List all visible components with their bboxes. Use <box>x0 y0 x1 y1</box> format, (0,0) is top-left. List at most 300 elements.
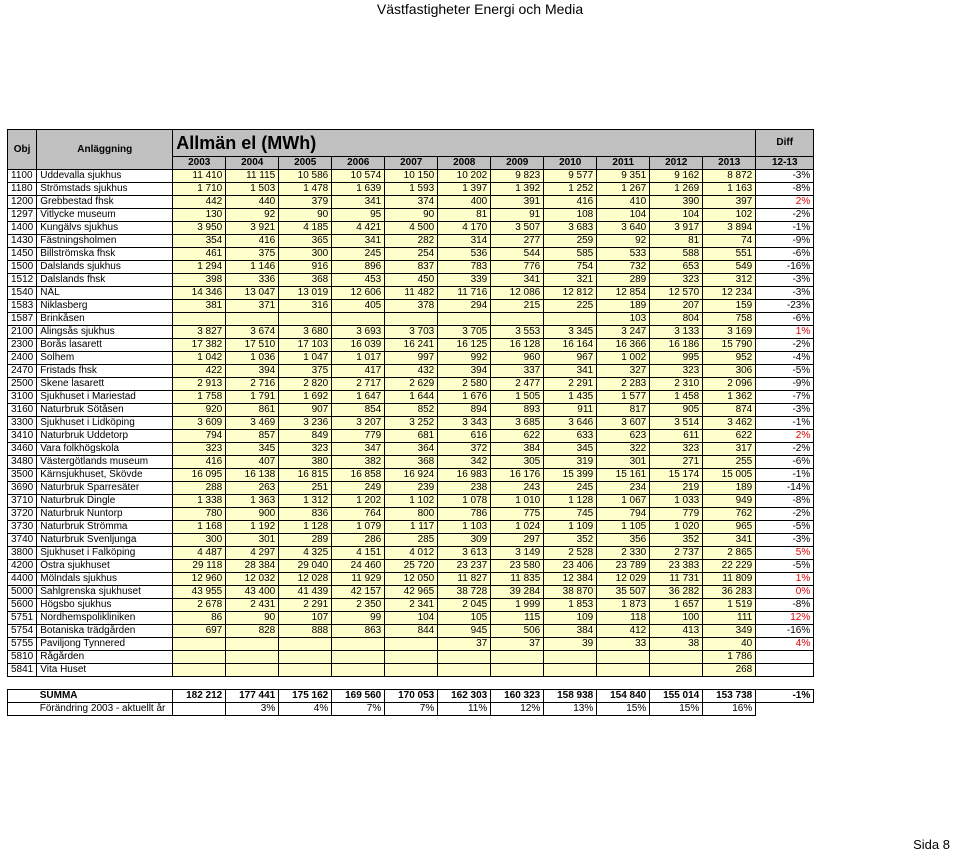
row-diff: -6% <box>756 456 814 469</box>
row-value: 254 <box>385 248 438 261</box>
row-value: 2 045 <box>438 599 491 612</box>
row-obj: 2300 <box>8 339 37 352</box>
row-value: 11 482 <box>385 287 438 300</box>
row-value: 417 <box>332 365 385 378</box>
row-obj: 2400 <box>8 352 37 365</box>
row-value: 12 812 <box>544 287 597 300</box>
row-obj: 3740 <box>8 534 37 547</box>
change-value: 13% <box>544 703 597 716</box>
row-value <box>226 651 279 664</box>
row-obj: 1430 <box>8 235 37 248</box>
summa-value: 162 303 <box>438 690 491 703</box>
row-value: 15 399 <box>544 469 597 482</box>
table-row <box>8 625 814 638</box>
row-value: 3 553 <box>491 326 544 339</box>
row-value: 3 507 <box>491 222 544 235</box>
row-value: 23 406 <box>544 560 597 573</box>
row-value: 15 790 <box>703 339 756 352</box>
summa-value: 160 323 <box>491 690 544 703</box>
row-diff: 12% <box>756 612 814 625</box>
change-value: 7% <box>332 703 385 716</box>
row-value: 16 815 <box>279 469 332 482</box>
row-diff: 2% <box>756 196 814 209</box>
row-value: 960 <box>491 352 544 365</box>
row-diff: -6% <box>756 248 814 261</box>
row-obj: 4400 <box>8 573 37 586</box>
row-value: 12 570 <box>650 287 703 300</box>
year-header: 2010 <box>544 157 597 170</box>
row-name: Vita Huset <box>37 664 173 677</box>
row-obj: 1500 <box>8 261 37 274</box>
row-name: Kungälvs sjukhus <box>37 222 173 235</box>
year-header: 2007 <box>385 157 438 170</box>
table-row <box>8 248 814 261</box>
row-value <box>438 313 491 326</box>
row-value: 3 894 <box>703 222 756 235</box>
row-name: Kärnsjukhuset, Skövde <box>37 469 173 482</box>
summa-label: SUMMA <box>37 690 173 703</box>
row-value: 416 <box>226 235 279 248</box>
row-value: 2 330 <box>597 547 650 560</box>
row-value: 35 507 <box>597 586 650 599</box>
row-name: Paviljong Tynnered <box>37 638 173 651</box>
year-header: 2011 <box>597 157 650 170</box>
row-diff: -16% <box>756 625 814 638</box>
row-value: 3 646 <box>544 417 597 430</box>
diff-period: 12-13 <box>756 157 814 170</box>
row-value: 354 <box>173 235 226 248</box>
row-value: 323 <box>173 443 226 456</box>
change-value: 4% <box>279 703 332 716</box>
row-value: 108 <box>544 209 597 222</box>
row-value: 17 103 <box>279 339 332 352</box>
row-value <box>438 664 491 677</box>
summa-value: 169 560 <box>332 690 385 703</box>
table-row <box>8 287 814 300</box>
row-value: 588 <box>650 248 703 261</box>
row-value: 585 <box>544 248 597 261</box>
row-value <box>332 313 385 326</box>
row-value: 422 <box>173 365 226 378</box>
row-value: 1 639 <box>332 183 385 196</box>
row-obj: 1540 <box>8 287 37 300</box>
row-name: Nordhemspolikliniken <box>37 612 173 625</box>
row-value: 95 <box>332 209 385 222</box>
summa-value: 177 441 <box>226 690 279 703</box>
row-value: 1 593 <box>385 183 438 196</box>
row-value <box>173 638 226 651</box>
row-obj: 2100 <box>8 326 37 339</box>
row-value: 368 <box>385 456 438 469</box>
table-row <box>8 170 814 183</box>
row-diff: -3% <box>756 534 814 547</box>
row-name: Borås lasarett <box>37 339 173 352</box>
table-row <box>8 391 814 404</box>
row-value: 1 252 <box>544 183 597 196</box>
row-value: 309 <box>438 534 491 547</box>
table-row <box>8 534 814 547</box>
row-diff: -7% <box>756 391 814 404</box>
row-value <box>226 313 279 326</box>
change-value: 15% <box>597 703 650 716</box>
row-value <box>279 638 332 651</box>
row-value: 349 <box>703 625 756 638</box>
row-value: 804 <box>650 313 703 326</box>
row-value: 794 <box>597 508 650 521</box>
row-diff: -14% <box>756 482 814 495</box>
row-value: 3 693 <box>332 326 385 339</box>
row-value: 2 350 <box>332 599 385 612</box>
year-header: 2008 <box>438 157 491 170</box>
row-value <box>650 664 703 677</box>
row-value: 2 865 <box>703 547 756 560</box>
row-value: 2 310 <box>650 378 703 391</box>
col-diff-header: Diff <box>756 130 814 157</box>
row-name: Naturbruk Sötåsen <box>37 404 173 417</box>
row-value: 1 168 <box>173 521 226 534</box>
row-value: 544 <box>491 248 544 261</box>
row-obj: 2470 <box>8 365 37 378</box>
year-header: 2006 <box>332 157 385 170</box>
row-obj: 3460 <box>8 443 37 456</box>
row-value: 1 397 <box>438 183 491 196</box>
row-name: Dalslands fhsk <box>37 274 173 287</box>
row-value: 758 <box>703 313 756 326</box>
row-value: 238 <box>438 482 491 495</box>
row-value: 16 186 <box>650 339 703 352</box>
row-diff: 5% <box>756 547 814 560</box>
row-value: 786 <box>438 508 491 521</box>
row-value: 159 <box>703 300 756 313</box>
summa-value: 153 738 <box>703 690 756 703</box>
row-value: 118 <box>597 612 650 625</box>
row-value: 90 <box>226 612 279 625</box>
row-value: 271 <box>650 456 703 469</box>
change-value: 15% <box>650 703 703 716</box>
row-value: 28 384 <box>226 560 279 573</box>
row-value: 900 <box>226 508 279 521</box>
row-diff: 0% <box>756 586 814 599</box>
table-header-row <box>8 130 814 157</box>
table-row <box>8 651 814 664</box>
row-value: 375 <box>279 365 332 378</box>
row-value: 305 <box>491 456 544 469</box>
row-value: 345 <box>226 443 279 456</box>
row-name: Dalslands sjukhus <box>37 261 173 274</box>
row-value: 25 720 <box>385 560 438 573</box>
row-value: 2 737 <box>650 547 703 560</box>
row-value: 965 <box>703 521 756 534</box>
row-value: 111 <box>703 612 756 625</box>
row-value: 3 609 <box>173 417 226 430</box>
row-value: 3 917 <box>650 222 703 235</box>
row-value: 407 <box>226 456 279 469</box>
row-value: 100 <box>650 612 703 625</box>
row-value: 1 067 <box>597 495 650 508</box>
row-value: 837 <box>385 261 438 274</box>
col-name-header: Anläggning <box>37 130 173 170</box>
row-value: 10 150 <box>385 170 438 183</box>
row-value: 1 758 <box>173 391 226 404</box>
row-value: 453 <box>332 274 385 287</box>
row-value: 4 421 <box>332 222 385 235</box>
row-value: 16 125 <box>438 339 491 352</box>
row-value: 1 109 <box>544 521 597 534</box>
row-value: 1 692 <box>279 391 332 404</box>
row-value: 285 <box>385 534 438 547</box>
table-row <box>8 482 814 495</box>
row-value: 916 <box>279 261 332 274</box>
row-value: 109 <box>544 612 597 625</box>
summa-value: 155 014 <box>650 690 703 703</box>
table-row <box>8 300 814 313</box>
row-value: 374 <box>385 196 438 209</box>
year-header: 2009 <box>491 157 544 170</box>
row-value: 16 924 <box>385 469 438 482</box>
row-value: 1 010 <box>491 495 544 508</box>
row-value: 37 <box>491 638 544 651</box>
row-name: Rågården <box>37 651 173 664</box>
row-value: 3 685 <box>491 417 544 430</box>
row-value: 9 162 <box>650 170 703 183</box>
row-value <box>385 638 438 651</box>
row-value: 4 500 <box>385 222 438 235</box>
row-value: 1 435 <box>544 391 597 404</box>
row-name: Botaniska trädgården <box>37 625 173 638</box>
row-value: 780 <box>173 508 226 521</box>
table-row <box>8 274 814 287</box>
row-value: 225 <box>544 300 597 313</box>
row-value: 616 <box>438 430 491 443</box>
row-value: 297 <box>491 534 544 547</box>
row-obj: 1512 <box>8 274 37 287</box>
row-value <box>173 664 226 677</box>
row-value: 3 252 <box>385 417 438 430</box>
row-value: 277 <box>491 235 544 248</box>
row-value: 40 <box>703 638 756 651</box>
row-value: 317 <box>703 443 756 456</box>
row-obj: 5600 <box>8 599 37 612</box>
row-value: 844 <box>385 625 438 638</box>
row-value: 1 036 <box>226 352 279 365</box>
row-value: 894 <box>438 404 491 417</box>
row-value: 16 138 <box>226 469 279 482</box>
summa-value: 182 212 <box>173 690 226 703</box>
row-diff: 1% <box>756 326 814 339</box>
row-value: 1 362 <box>703 391 756 404</box>
row-value: 90 <box>385 209 438 222</box>
row-value: 952 <box>703 352 756 365</box>
change-row <box>8 703 814 716</box>
row-value: 323 <box>650 274 703 287</box>
row-value: 1 577 <box>597 391 650 404</box>
row-value: 762 <box>703 508 756 521</box>
row-value: 11 115 <box>226 170 279 183</box>
row-value: 2 820 <box>279 378 332 391</box>
row-value: 783 <box>438 261 491 274</box>
row-value: 551 <box>703 248 756 261</box>
row-name: Strömstads sjukhus <box>37 183 173 196</box>
energy-table <box>7 129 814 716</box>
row-value: 42 157 <box>332 586 385 599</box>
table-row <box>8 586 814 599</box>
table-row <box>8 495 814 508</box>
row-value: 1 103 <box>438 521 491 534</box>
summa-value: 154 840 <box>597 690 650 703</box>
row-value: 1 503 <box>226 183 279 196</box>
row-value: 1 519 <box>703 599 756 612</box>
table-row <box>8 404 814 417</box>
row-value <box>332 651 385 664</box>
row-value: 43 955 <box>173 586 226 599</box>
row-value <box>332 664 385 677</box>
row-value: 12 086 <box>491 287 544 300</box>
row-value: 410 <box>597 196 650 209</box>
row-value: 405 <box>332 300 385 313</box>
row-value <box>279 664 332 677</box>
row-value: 23 237 <box>438 560 491 573</box>
row-name: Uddevalla sjukhus <box>37 170 173 183</box>
row-value: 3 462 <box>703 417 756 430</box>
row-diff: -8% <box>756 495 814 508</box>
row-name: Brinkåsen <box>37 313 173 326</box>
row-value: 245 <box>544 482 597 495</box>
row-value: 16 983 <box>438 469 491 482</box>
row-value <box>597 651 650 664</box>
row-value: 189 <box>703 482 756 495</box>
row-diff: -3% <box>756 404 814 417</box>
row-value: 3 514 <box>650 417 703 430</box>
row-value: 92 <box>597 235 650 248</box>
row-value: 1 644 <box>385 391 438 404</box>
row-name: Fristads fhsk <box>37 365 173 378</box>
row-diff: -1% <box>756 222 814 235</box>
row-value: 104 <box>650 209 703 222</box>
row-value: 10 202 <box>438 170 491 183</box>
row-name: Naturbruk Strömma <box>37 521 173 534</box>
row-obj: 1200 <box>8 196 37 209</box>
row-value: 341 <box>332 235 385 248</box>
row-value: 282 <box>385 235 438 248</box>
row-value: 323 <box>650 443 703 456</box>
row-value: 90 <box>279 209 332 222</box>
row-value: 732 <box>597 261 650 274</box>
row-value: 4 297 <box>226 547 279 560</box>
row-value <box>544 651 597 664</box>
row-name: Alingsås sjukhus <box>37 326 173 339</box>
row-value: 12 854 <box>597 287 650 300</box>
row-value: 29 040 <box>279 560 332 573</box>
row-value: 3 247 <box>597 326 650 339</box>
row-value: 12 028 <box>279 573 332 586</box>
row-value <box>544 664 597 677</box>
row-value: 775 <box>491 508 544 521</box>
row-value: 9 351 <box>597 170 650 183</box>
row-value: 3 613 <box>438 547 491 560</box>
row-value: 1 294 <box>173 261 226 274</box>
row-value: 38 728 <box>438 586 491 599</box>
row-value: 234 <box>597 482 650 495</box>
row-name: Sjukhuset i Falköping <box>37 547 173 560</box>
row-value: 3 169 <box>703 326 756 339</box>
row-value: 306 <box>703 365 756 378</box>
row-value: 12 384 <box>544 573 597 586</box>
row-value: 3 607 <box>597 417 650 430</box>
row-value: 103 <box>597 313 650 326</box>
row-value: 322 <box>597 443 650 456</box>
row-value: 995 <box>650 352 703 365</box>
row-value: 653 <box>650 261 703 274</box>
row-value: 2 913 <box>173 378 226 391</box>
row-value: 3 680 <box>279 326 332 339</box>
table-row <box>8 547 814 560</box>
page-number: Sida 8 <box>913 837 950 852</box>
table-row <box>8 339 814 352</box>
row-value: 949 <box>703 495 756 508</box>
year-header: 2012 <box>650 157 703 170</box>
row-value: 2 629 <box>385 378 438 391</box>
spacer-row <box>8 677 814 690</box>
row-value <box>279 313 332 326</box>
row-obj: 3160 <box>8 404 37 417</box>
row-value: 533 <box>597 248 650 261</box>
row-value: 268 <box>703 664 756 677</box>
row-value: 12 960 <box>173 573 226 586</box>
row-value: 442 <box>173 196 226 209</box>
row-name: Högsbo sjukhus <box>37 599 173 612</box>
row-value: 91 <box>491 209 544 222</box>
row-diff: -2% <box>756 209 814 222</box>
row-diff: -3% <box>756 170 814 183</box>
row-obj: 1100 <box>8 170 37 183</box>
change-value: 12% <box>491 703 544 716</box>
row-value: 11 809 <box>703 573 756 586</box>
row-value: 861 <box>226 404 279 417</box>
row-name: Naturbruk Sparresäter <box>37 482 173 495</box>
row-obj: 3690 <box>8 482 37 495</box>
row-value: 3 827 <box>173 326 226 339</box>
row-value: 104 <box>385 612 438 625</box>
row-obj: 4200 <box>8 560 37 573</box>
row-value: 911 <box>544 404 597 417</box>
row-value: 16 128 <box>491 339 544 352</box>
row-name: Västergötlands museum <box>37 456 173 469</box>
row-value: 2 341 <box>385 599 438 612</box>
row-value: 321 <box>544 274 597 287</box>
row-value: 817 <box>597 404 650 417</box>
row-value: 38 870 <box>544 586 597 599</box>
row-name: Niklasberg <box>37 300 173 313</box>
row-value: 107 <box>279 612 332 625</box>
row-obj: 1583 <box>8 300 37 313</box>
row-value: 1 392 <box>491 183 544 196</box>
row-value: 874 <box>703 404 756 417</box>
row-value: 1 363 <box>226 495 279 508</box>
row-value <box>173 313 226 326</box>
row-value: 412 <box>597 625 650 638</box>
row-value: 243 <box>491 482 544 495</box>
row-value: 12 050 <box>385 573 438 586</box>
row-diff: 4% <box>756 638 814 651</box>
row-value: 1 478 <box>279 183 332 196</box>
row-value: 16 039 <box>332 339 385 352</box>
row-value: 39 <box>544 638 597 651</box>
row-value: 779 <box>650 508 703 521</box>
row-value: 16 858 <box>332 469 385 482</box>
row-value: 3 921 <box>226 222 279 235</box>
row-value: 440 <box>226 196 279 209</box>
table-row <box>8 378 814 391</box>
